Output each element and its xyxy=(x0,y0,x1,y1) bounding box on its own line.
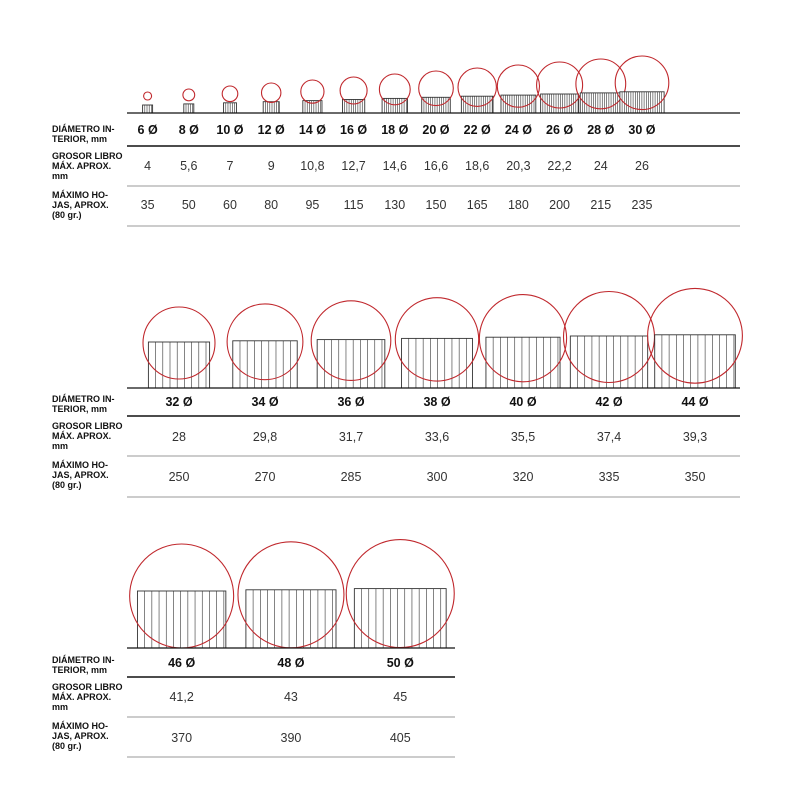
cell-diameter: 40 Ø xyxy=(509,395,537,409)
cell-thickness: 24 xyxy=(593,159,608,173)
cell-sheets: 165 xyxy=(466,198,488,212)
cell-thickness: 9 xyxy=(267,159,275,173)
cell-sheets: 60 xyxy=(223,198,237,212)
cell-diameter: 30 Ø xyxy=(628,123,656,137)
book-block xyxy=(137,591,225,648)
cell-thickness: 33,6 xyxy=(424,430,450,444)
label-sheets: MÁXIMO HO- JAS, APROX. (80 gr.) xyxy=(52,721,109,751)
cell-thickness: 16,6 xyxy=(423,159,449,173)
label-sheets: MÁXIMO HO- JAS, APROX. (80 gr.) xyxy=(52,190,109,220)
cell-thickness: 31,7 xyxy=(338,430,364,444)
cell-thickness: 12,7 xyxy=(341,159,366,173)
cell-sheets: 270 xyxy=(254,470,276,484)
cell-diameter: 50 Ø xyxy=(386,656,414,670)
cell-sheets: 130 xyxy=(384,198,406,212)
cell-thickness: 5,6 xyxy=(180,159,198,173)
cell-diameter: 14 Ø xyxy=(298,123,326,137)
cell-thickness: 35,5 xyxy=(510,430,536,444)
cell-sheets: 235 xyxy=(631,198,653,212)
cell-diameter: 34 Ø xyxy=(251,395,279,409)
cell-sheets: 390 xyxy=(280,731,302,745)
cell-diameter: 36 Ø xyxy=(337,395,365,409)
cell-thickness: 10,8 xyxy=(300,159,325,173)
cell-diameter: 38 Ø xyxy=(423,395,451,409)
cell-thickness: 14,6 xyxy=(382,159,407,173)
cell-diameter: 32 Ø xyxy=(165,395,193,409)
cell-thickness: 4 xyxy=(144,159,152,173)
cell-diameter: 24 Ø xyxy=(504,123,532,137)
cell-sheets: 350 xyxy=(684,470,706,484)
book-block xyxy=(246,590,336,648)
cell-sheets: 285 xyxy=(340,470,362,484)
cell-thickness: 22,2 xyxy=(547,159,572,173)
label-diameter: DIÁMETRO IN- TERIOR, mm xyxy=(52,124,115,144)
cell-diameter: 46 Ø xyxy=(168,656,196,670)
cell-diameter: 44 Ø xyxy=(681,395,709,409)
cell-diameter: 10 Ø xyxy=(216,123,244,137)
cell-sheets: 370 xyxy=(171,731,193,745)
cell-thickness: 26 xyxy=(635,159,649,173)
cell-sheets: 300 xyxy=(426,470,448,484)
cell-sheets: 250 xyxy=(168,470,190,484)
label-diameter: DIÁMETRO IN- TERIOR, mm xyxy=(52,394,115,414)
cell-thickness: 28 xyxy=(172,430,186,444)
cell-sheets: 95 xyxy=(305,198,320,212)
cell-thickness: 43 xyxy=(283,690,298,704)
cell-thickness: 39,3 xyxy=(682,430,708,444)
cell-sheets: 50 xyxy=(181,198,196,212)
cell-diameter: 26 Ø xyxy=(546,123,574,137)
cell-sheets: 215 xyxy=(590,198,612,212)
cell-thickness: 41,2 xyxy=(169,690,194,704)
cell-diameter: 28 Ø xyxy=(587,123,615,137)
label-thickness: GROSOR LIBRO MÁX. APROX. mm xyxy=(52,682,123,712)
cell-thickness: 45 xyxy=(393,690,408,704)
cell-thickness: 37,4 xyxy=(596,430,622,444)
cell-thickness: 29,8 xyxy=(252,430,278,444)
cell-diameter: 48 Ø xyxy=(277,656,305,670)
label-sheets: MÁXIMO HO- JAS, APROX. (80 gr.) xyxy=(52,460,109,490)
cell-diameter: 16 Ø xyxy=(340,123,368,137)
cell-sheets: 335 xyxy=(598,470,620,484)
cell-sheets: 180 xyxy=(507,198,529,212)
cell-diameter: 20 Ø xyxy=(422,123,450,137)
cell-sheets: 115 xyxy=(343,198,364,212)
cell-diameter: 42 Ø xyxy=(595,395,623,409)
cell-diameter: 22 Ø xyxy=(463,123,491,137)
label-thickness: GROSOR LIBRO MÁX. APROX. mm xyxy=(52,151,123,181)
label-diameter: DIÁMETRO IN- TERIOR, mm xyxy=(52,655,115,675)
cell-diameter: 8 Ø xyxy=(178,123,199,137)
cell-sheets: 320 xyxy=(512,470,534,484)
cell-diameter: 6 Ø xyxy=(137,123,158,137)
cell-sheets: 200 xyxy=(549,198,571,212)
cell-diameter: 18 Ø xyxy=(381,123,409,137)
cell-thickness: 7 xyxy=(226,159,234,173)
cell-thickness: 20,3 xyxy=(506,159,531,173)
cell-sheets: 150 xyxy=(425,198,447,212)
label-thickness: GROSOR LIBRO MÁX. APROX. mm xyxy=(52,421,123,451)
cell-thickness: 18,6 xyxy=(465,159,490,173)
cell-sheets: 80 xyxy=(264,198,279,212)
cell-sheets: 35 xyxy=(140,198,155,212)
book-block xyxy=(354,589,446,648)
cell-diameter: 12 Ø xyxy=(257,123,285,137)
cell-sheets: 405 xyxy=(389,731,411,745)
